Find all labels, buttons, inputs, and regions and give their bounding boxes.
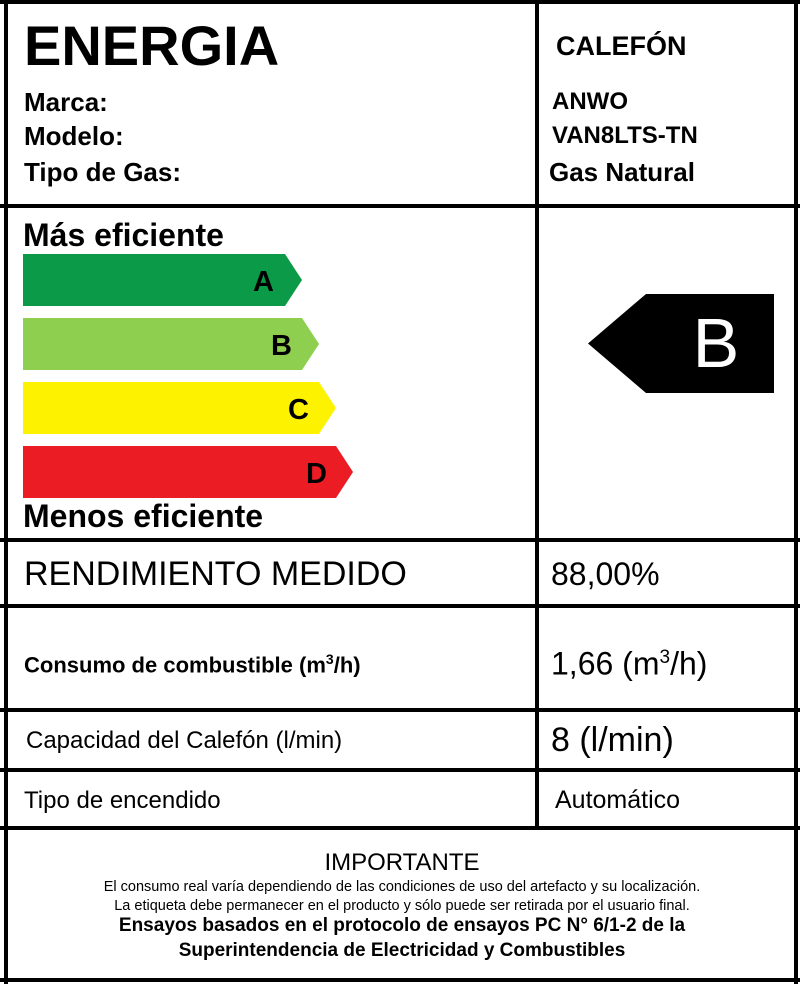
rating-letter: B (692, 304, 740, 382)
tipo-gas-value: Gas Natural (549, 157, 695, 187)
class-letter-a: A (253, 266, 274, 298)
importante-line-1: El consumo real varía dependiendo de las condiciones de uso del artefacto y su localización. (103, 879, 701, 895)
class-bar-d-shape (23, 446, 353, 498)
product-type: CALEFÓN (556, 31, 687, 61)
border-bottom (0, 978, 800, 982)
importante-line-3: Ensayos basados en el protocolo de ensayos PC N° 6/1-2 de la (118, 915, 686, 936)
consumo-value: 1,66 $(m^3/h)$ (551, 645, 708, 682)
rendimiento-value: 88,00% (551, 556, 660, 592)
class-bar-d (23, 446, 353, 498)
rating-arrow (588, 294, 774, 393)
divider-scale (0, 538, 800, 542)
modelo-label: Modelo: (24, 121, 124, 151)
class-letter-c: C (288, 394, 309, 426)
scale-top-label: Más eficiente (23, 217, 224, 253)
border-top (0, 0, 800, 4)
divider-encendido (0, 826, 800, 830)
label-title: ENERGIA (24, 14, 280, 77)
modelo-value: VAN8LTS-TN (552, 122, 698, 149)
rendimiento-label: RENDIMIENTO MEDIDO (24, 555, 407, 593)
class-bar-b (23, 318, 319, 370)
encendido-value: Automático (555, 786, 681, 814)
consumo-label: Consumo de combustible $(m^3/h)$ (24, 651, 361, 678)
importante-line-2: La etiqueta debe permanecer en el producto y sólo puede ser retirada por el usuario final. (114, 898, 690, 914)
class-letter-b: B (271, 330, 292, 362)
class-bar-c (23, 382, 336, 434)
marca-value: ANWO (552, 88, 628, 115)
divider-rendimiento (0, 604, 800, 608)
divider-capacidad (0, 768, 800, 772)
encendido-label: Tipo de encendido (24, 787, 221, 814)
importante-line-4: Superintendencia de Electricidad y Combustibles (178, 940, 626, 961)
marca-label: Marca: (24, 87, 108, 117)
divider-header (0, 204, 800, 208)
border-right (794, 0, 798, 984)
divider-consumo (0, 708, 800, 712)
capacidad-value: 8 (l/min) (551, 721, 674, 759)
importante-title: IMPORTANTE (324, 849, 480, 876)
class-bar-a (23, 254, 302, 306)
scale-bottom-label: Menos eficiente (23, 498, 264, 534)
divider-vertical (535, 0, 539, 830)
class-letter-d: D (306, 458, 327, 490)
tipo-gas-label: Tipo de Gas: (24, 157, 181, 187)
border-left (4, 0, 8, 984)
capacidad-label: Capacidad del Calefón (l/min) (26, 727, 343, 754)
